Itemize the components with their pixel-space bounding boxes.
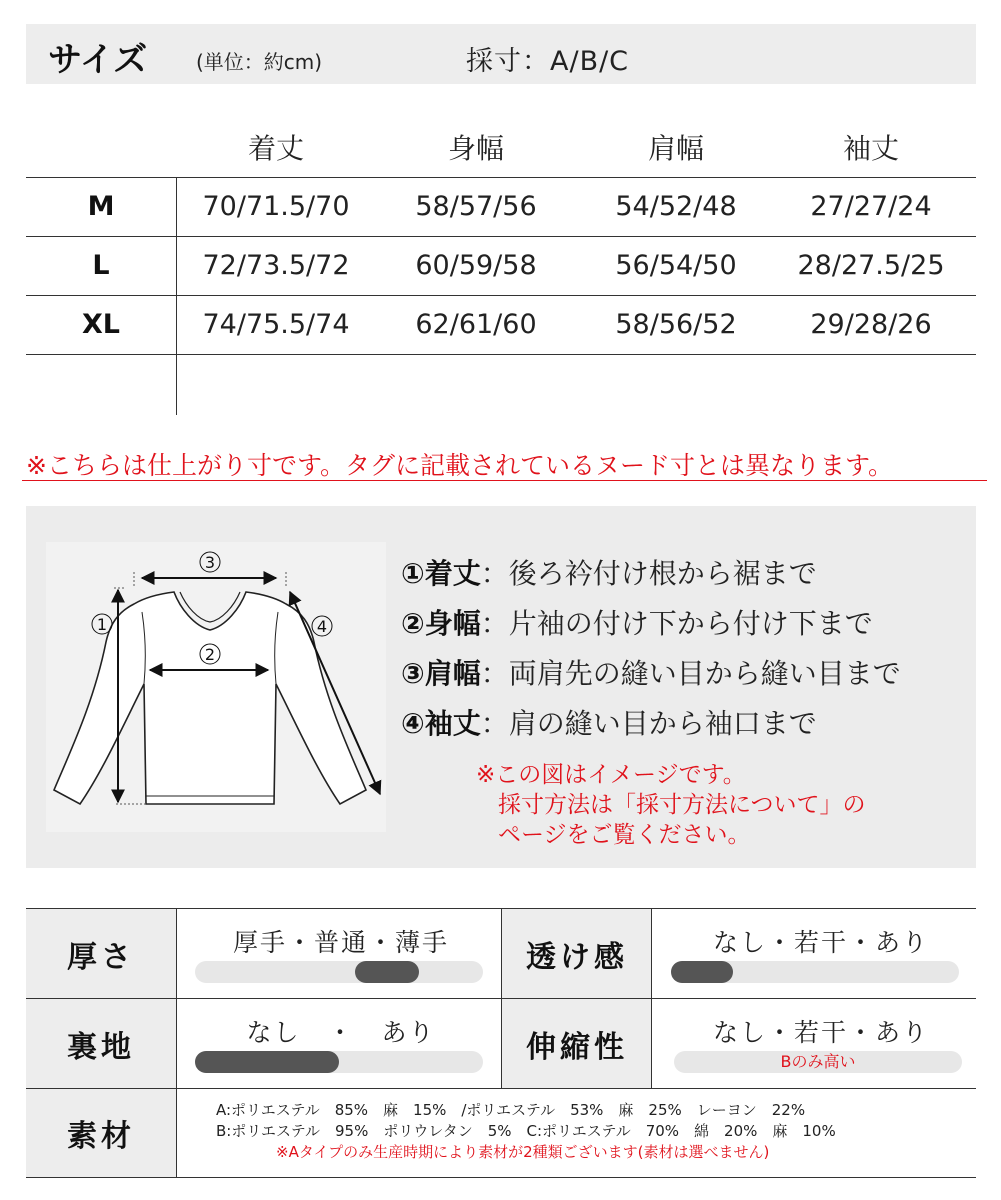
stretch-scale: なし・若干・あり <box>712 1018 929 1047</box>
material-line: A:ポリエステル 85% 麻 15% /ポリエステル 53% 麻 25% レーヨン 22% <box>216 1101 806 1119</box>
cell-divider <box>651 999 652 1088</box>
sheerness-scale: なし・若干・あり <box>712 928 929 957</box>
table-cell: 28/27.5/25 <box>797 250 945 281</box>
table-cell: 70/71.5/70 <box>202 191 350 222</box>
table-row <box>26 354 976 413</box>
legend-num: ② <box>401 607 425 640</box>
table-cell: 60/59/58 <box>415 250 537 281</box>
attribute-row <box>26 998 976 1088</box>
diagram-note-line: 採寸方法は「採寸方法について」の <box>498 792 866 818</box>
marker-3-num: 3 <box>204 553 216 572</box>
size-title: サイズ <box>48 40 148 80</box>
table-cell: 58/56/52 <box>615 309 737 340</box>
size-table-header <box>26 115 976 177</box>
legend-desc: ：肩の縫い目から袖口まで <box>480 707 817 740</box>
lining-bar-fill <box>195 1051 339 1073</box>
sheerness-label: 透け感 <box>502 909 652 998</box>
table-cell: 29/28/26 <box>810 309 932 340</box>
legend-term: 肩幅 <box>424 657 481 690</box>
measurement-label: 採寸：A/B/C <box>466 46 630 77</box>
unit-label: (単位：約cm) <box>196 50 323 74</box>
note-underline <box>22 480 987 481</box>
cell-divider <box>651 909 652 998</box>
table-cell: 74/75.5/74 <box>202 309 350 340</box>
table-row <box>26 295 976 354</box>
table-divider <box>176 177 177 415</box>
marker-4-num: 4 <box>316 617 328 636</box>
thickness-bar <box>195 961 483 983</box>
attribute-row <box>26 1088 976 1177</box>
cell-divider <box>176 909 177 998</box>
size-header <box>26 24 976 84</box>
legend-desc: ：両肩先の縫い目から縫い目まで <box>480 657 901 690</box>
attribute-table <box>26 908 976 1178</box>
table-cell: 62/61/60 <box>415 309 537 340</box>
measurement-legend <box>401 552 901 752</box>
legend-num: ③ <box>401 657 425 690</box>
table-cell: 72/73.5/72 <box>202 250 350 281</box>
diagram-note-line: ページをご覧ください。 <box>498 822 751 848</box>
table-cell: 54/52/48 <box>615 191 737 222</box>
table-row <box>26 236 976 295</box>
col-header: 身幅 <box>447 132 504 165</box>
table-cell: 56/54/50 <box>615 250 737 281</box>
table-row <box>26 177 976 236</box>
diagram-note <box>476 760 866 850</box>
legend-num: ④ <box>401 707 425 740</box>
material-note: ※Aタイプのみ生産時期により素材が2種類ございます(素材は選べません) <box>276 1143 770 1161</box>
legend-desc: ：片袖の付け下から付け下まで <box>480 607 873 640</box>
size-table <box>26 115 976 413</box>
thickness-label: 厚さ <box>26 909 176 998</box>
legend-term: 着丈 <box>424 557 481 590</box>
sheerness-bar <box>671 961 959 983</box>
stretch-bar <box>674 1051 962 1073</box>
size-label: XL <box>81 309 121 340</box>
measurement-diagram-panel <box>26 506 976 868</box>
shirt-diagram <box>46 542 386 832</box>
finished-size-note: ※こちらは仕上がり寸です。タグに記載されているヌード寸とは異なります。 <box>26 451 893 480</box>
marker-4 <box>312 616 332 636</box>
legend-desc: ：後ろ衿付け根から裾まで <box>480 557 817 590</box>
table-cell: 58/57/56 <box>415 191 537 222</box>
stretch-bar-note: Bのみ高い <box>780 1052 856 1071</box>
lining-scale: なし ・ あり <box>246 1018 436 1047</box>
marker-2-num: 2 <box>204 645 216 664</box>
material-text <box>216 1100 836 1163</box>
size-label: L <box>92 250 110 281</box>
lining-label: 裏地 <box>26 999 176 1088</box>
sheerness-bar-fill <box>671 961 733 983</box>
legend-term: 袖丈 <box>424 707 481 740</box>
cell-divider <box>176 1089 177 1177</box>
legend-term: 身幅 <box>424 607 481 640</box>
material-line: B:ポリエステル 95% ポリウレタン 5% C:ポリエステル 70% 綿 20% 麻 10% <box>216 1122 836 1140</box>
legend-num: ① <box>401 557 425 590</box>
diagram-note-line: ※この図はイメージです。 <box>476 762 746 788</box>
marker-3 <box>200 552 220 572</box>
marker-1 <box>92 614 112 634</box>
lining-bar <box>195 1051 483 1073</box>
legend-item <box>401 652 901 702</box>
cell-divider <box>176 999 177 1088</box>
col-header: 着丈 <box>247 132 304 165</box>
material-label: 素材 <box>26 1089 176 1177</box>
thickness-bar-fill <box>355 961 419 983</box>
legend-item <box>401 552 901 602</box>
attribute-row <box>26 908 976 998</box>
legend-item <box>401 602 901 652</box>
marker-1-num: 1 <box>96 615 108 634</box>
size-label: M <box>87 191 115 222</box>
table-bottom-border <box>26 1177 976 1178</box>
thickness-scale: 厚手・普通・薄手 <box>232 928 449 957</box>
legend-item <box>401 702 901 752</box>
col-header: 肩幅 <box>647 132 704 165</box>
stretch-label: 伸縮性 <box>502 999 652 1088</box>
col-header: 袖丈 <box>842 132 899 165</box>
table-cell: 27/27/24 <box>810 191 932 222</box>
